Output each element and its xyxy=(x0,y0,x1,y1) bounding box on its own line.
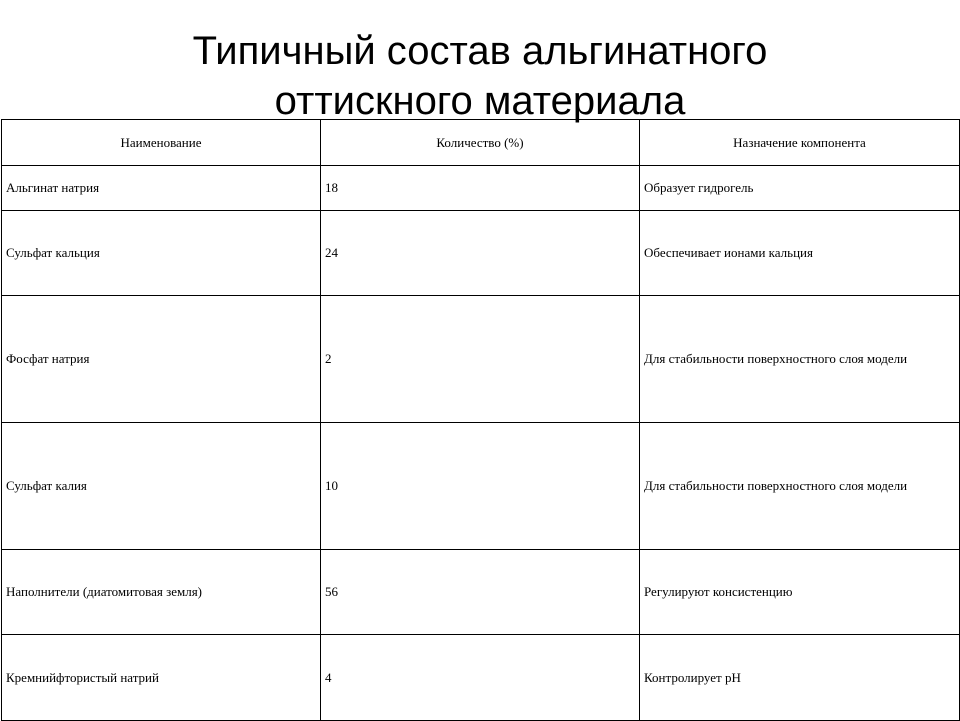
column-header-purpose: Назначение компонента xyxy=(640,120,960,166)
cell-name: Альгинат натрия xyxy=(2,166,321,211)
cell-name: Сульфат калия xyxy=(2,423,321,550)
cell-purpose: Для стабильности поверхностного слоя модели xyxy=(640,296,960,423)
cell-amount: 56 xyxy=(321,550,640,635)
cell-name: Кремнийфтористый натрий xyxy=(2,635,321,721)
cell-amount: 24 xyxy=(321,211,640,296)
cell-purpose: Регулируют консистенцию xyxy=(640,550,960,635)
cell-name: Наполнители (диатомитовая земля) xyxy=(2,550,321,635)
table-row xyxy=(2,166,960,211)
table-row xyxy=(2,550,960,635)
table-row xyxy=(2,296,960,423)
slide-title-line-1: Типичный состав альгинатного xyxy=(192,29,768,73)
cell-name: Фосфат натрия xyxy=(2,296,321,423)
cell-purpose: Контролирует pH xyxy=(640,635,960,721)
cell-amount: 2 xyxy=(321,296,640,423)
cell-name: Сульфат кальция xyxy=(2,211,321,296)
cell-amount: 4 xyxy=(321,635,640,721)
column-header-amount: Количество (%) xyxy=(321,120,640,166)
slide-title-line-2: оттискного материала xyxy=(274,79,686,123)
cell-purpose: Обеспечивает ионами кальция xyxy=(640,211,960,296)
column-header-name: Наименование xyxy=(2,120,321,166)
cell-amount: 18 xyxy=(321,166,640,211)
table-row xyxy=(2,211,960,296)
composition-table xyxy=(1,119,960,721)
cell-purpose: Образует гидрогель xyxy=(640,166,960,211)
table-row xyxy=(2,423,960,550)
cell-amount: 10 xyxy=(321,423,640,550)
table-header-row xyxy=(2,120,960,166)
cell-purpose: Для стабильности поверхностного слоя модели xyxy=(640,423,960,550)
slide-title xyxy=(0,26,960,126)
table-row xyxy=(2,635,960,721)
